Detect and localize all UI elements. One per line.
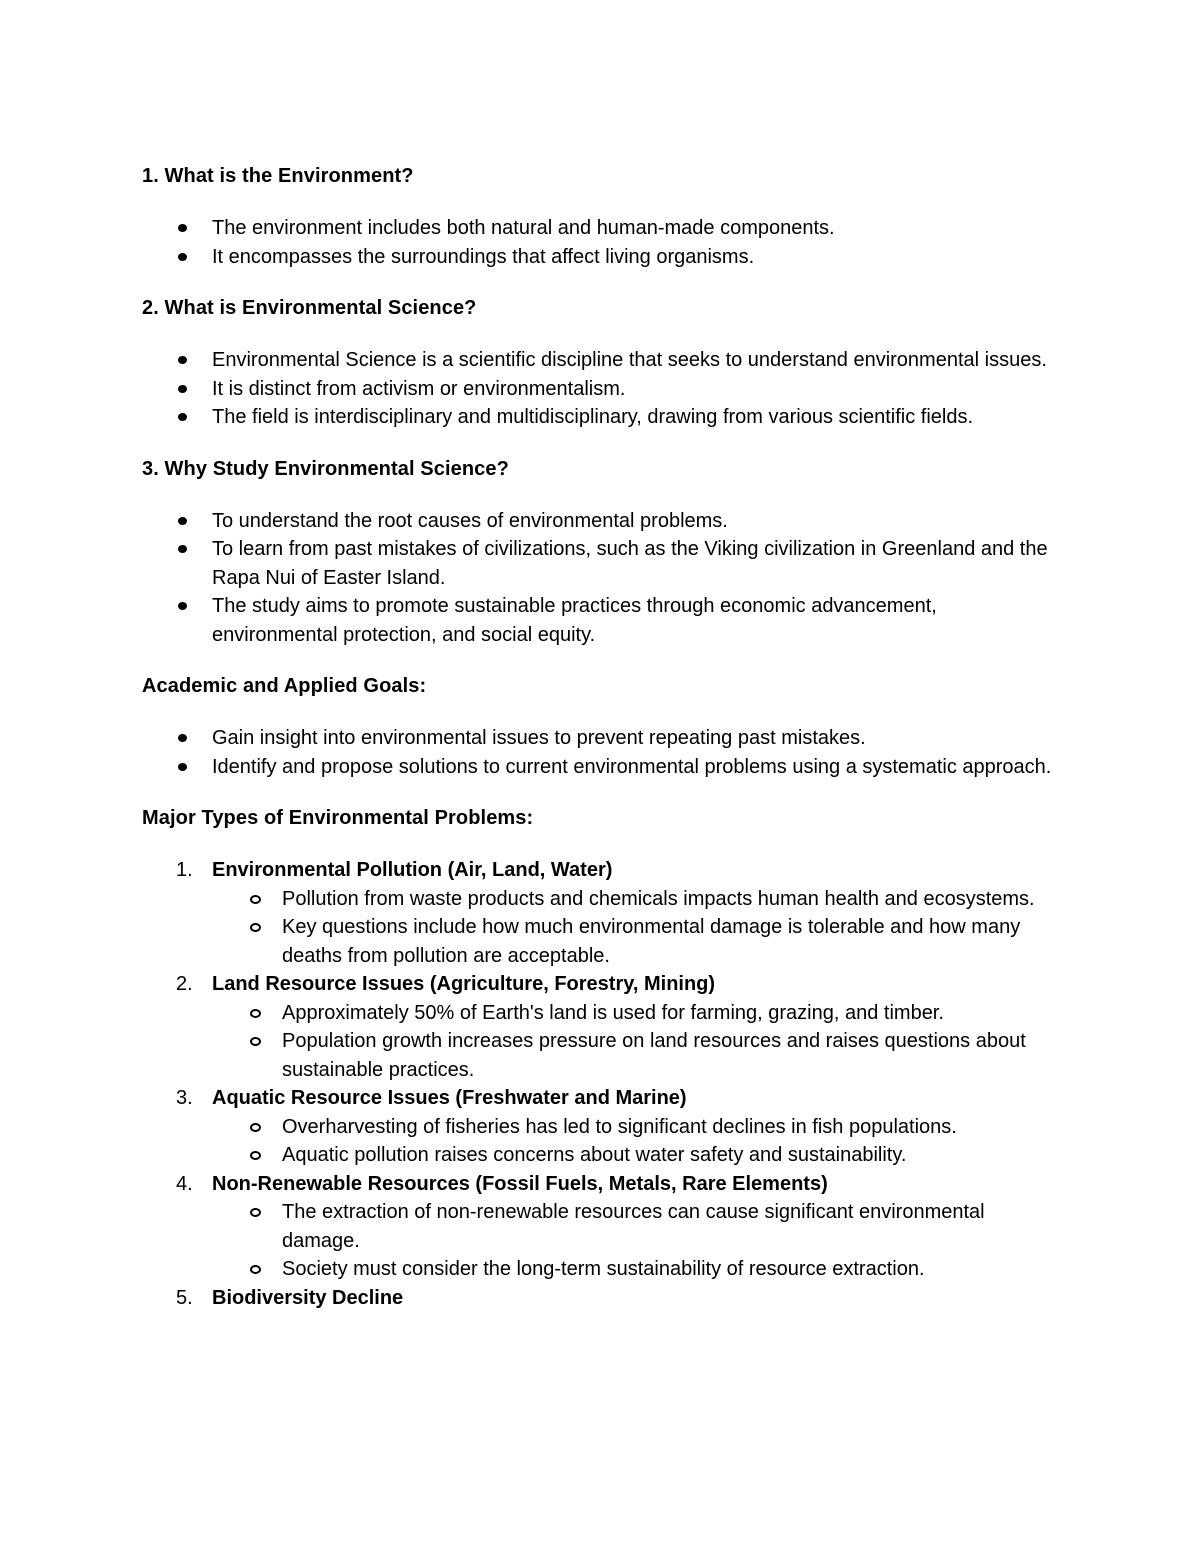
bullet-list	[142, 346, 1052, 432]
numbered-list	[142, 856, 1052, 1312]
bullet-dot-icon	[178, 356, 187, 364]
list-number: 5.	[176, 1286, 193, 1309]
section-heading: Major Types of Environmental Problems:	[142, 807, 534, 829]
list-item	[142, 1284, 1052, 1313]
bullet-item: The environment includes both natural and human-made components.	[142, 214, 1052, 243]
circle-bullet-icon	[250, 1208, 261, 1217]
list-item	[142, 970, 1052, 1084]
section-heading: 1. What is the Environment?	[142, 165, 414, 187]
bullet-item: The study aims to promote sustainable practices through economic advancement, environmental protection, and social equity.	[142, 592, 1052, 649]
circle-bullet-icon	[250, 895, 261, 904]
sub-item: Society must consider the long-term sustainability of resource extraction.	[212, 1255, 1052, 1284]
sub-list	[212, 885, 1052, 971]
list-item-title: Aquatic Resource Issues (Freshwater and Marine)	[212, 1087, 687, 1109]
sub-item: The extraction of non-renewable resources can cause significant environmental damage.	[212, 1198, 1052, 1255]
circle-bullet-icon	[250, 1151, 261, 1160]
bullet-dot-icon	[178, 253, 187, 261]
bullet-dot-icon	[178, 224, 187, 232]
bullet-dot-icon	[178, 413, 187, 421]
list-number: 3.	[176, 1087, 193, 1109]
sub-item: Overharvesting of fisheries has led to significant declines in fish populations.	[212, 1113, 1052, 1142]
list-number: 1.	[176, 859, 193, 881]
sub-item: Population growth increases pressure on land resources and raises questions about sustainable practices.	[212, 1027, 1052, 1084]
section-heading: Academic and Applied Goals:	[142, 675, 427, 697]
bullet-list	[142, 214, 1052, 271]
bullet-item: It encompasses the surroundings that affect living organisms.	[142, 243, 1052, 272]
section-why-study	[142, 455, 1052, 650]
list-number: 4.	[176, 1172, 193, 1195]
sub-list	[212, 1198, 1052, 1284]
sub-item: Key questions include how much environmental damage is tolerable and how many deaths from pollution are acceptable.	[212, 913, 1052, 970]
bullet-list	[142, 724, 1052, 781]
sub-list	[212, 999, 1052, 1085]
document-page	[142, 162, 1052, 1312]
section-problems	[142, 804, 1052, 1312]
list-item-title: Non-Renewable Resources (Fossil Fuels, Metals, Rare Elements)	[212, 1172, 828, 1195]
section-environmental-science	[142, 294, 1052, 432]
bullet-dot-icon	[178, 385, 187, 393]
sub-item: Aquatic pollution raises concerns about water safety and sustainability.	[212, 1141, 1052, 1170]
section-heading: 2. What is Environmental Science?	[142, 297, 477, 319]
bullet-item: Gain insight into environmental issues to prevent repeating past mistakes.	[142, 724, 1052, 753]
circle-bullet-icon	[250, 1123, 261, 1132]
list-number: 2.	[176, 973, 193, 995]
bullet-dot-icon	[178, 517, 187, 525]
sub-item: Pollution from waste products and chemicals impacts human health and ecosystems.	[212, 885, 1052, 914]
bullet-item: To understand the root causes of environmental problems.	[142, 507, 1052, 536]
section-environment	[142, 162, 1052, 271]
section-heading: 3. Why Study Environmental Science?	[142, 457, 509, 480]
sub-item: Approximately 50% of Earth's land is used for farming, grazing, and timber.	[212, 999, 1052, 1028]
bullet-list	[142, 507, 1052, 650]
section-goals	[142, 672, 1052, 781]
list-item-title: Land Resource Issues (Agriculture, Forestry, Mining)	[212, 973, 716, 995]
bullet-dot-icon	[178, 545, 187, 553]
list-item-title: Environmental Pollution (Air, Land, Water)	[212, 859, 613, 881]
list-item	[142, 1084, 1052, 1170]
circle-bullet-icon	[250, 1037, 261, 1046]
list-item	[142, 856, 1052, 970]
circle-bullet-icon	[250, 1265, 261, 1274]
bullet-dot-icon	[178, 734, 187, 742]
list-item	[142, 1170, 1052, 1284]
bullet-item: It is distinct from activism or environmentalism.	[142, 375, 1052, 404]
bullet-item: Environmental Science is a scientific discipline that seeks to understand environmental issues.	[142, 346, 1052, 375]
list-item-title: Biodiversity Decline	[212, 1286, 404, 1309]
circle-bullet-icon	[250, 923, 261, 932]
sub-list	[212, 1113, 1052, 1170]
circle-bullet-icon	[250, 1009, 261, 1018]
bullet-item: Identify and propose solutions to current environmental problems using a systematic approach.	[142, 753, 1052, 782]
bullet-dot-icon	[178, 602, 187, 610]
bullet-item: To learn from past mistakes of civilizations, such as the Viking civilization in Greenland and the Rapa Nui of Easter Island.	[142, 535, 1052, 592]
bullet-dot-icon	[178, 763, 187, 771]
bullet-item: The field is interdisciplinary and multidisciplinary, drawing from various scientific fields.	[142, 403, 1052, 432]
